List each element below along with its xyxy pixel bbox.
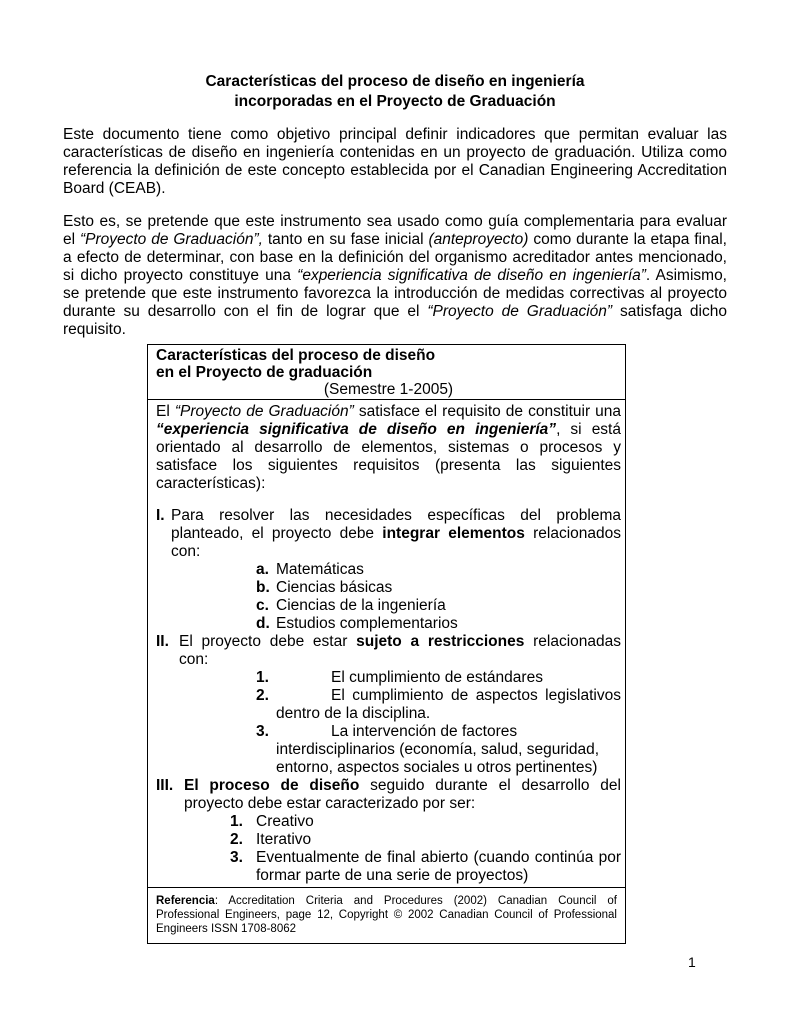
subitem-2-1	[256, 669, 621, 687]
intro-paragraph-1: Este documento tiene como objetivo principal definir indicadores que permitan evaluar las características de diseño en ingeniería contenidas en un proyecto de graduación. Utiliza como referencia la definición de este concepto establecida por el Canadian Engineering Accreditation Board (CEAB).	[63, 126, 727, 197]
criterion-marker: I.	[156, 507, 165, 524]
document-title	[63, 72, 727, 112]
criteria-table-header	[148, 345, 625, 400]
subitem-marker: b.	[256, 579, 270, 596]
subitem-1a	[256, 561, 621, 579]
subitem-marker: 2.	[256, 687, 269, 704]
document-title-line2: incorporadas en el Proyecto de Graduación	[234, 93, 556, 110]
semester-label: (Semestre 1-2005)	[323, 381, 454, 398]
subitem-text: Matemáticas	[276, 561, 364, 578]
subitem-marker: d.	[256, 615, 270, 632]
criterion-item-1	[156, 507, 621, 561]
subitem-text: El cumplimiento de estándares	[331, 669, 543, 686]
subitem-marker: 1.	[230, 813, 243, 830]
subitem-text: Iterativo	[256, 831, 312, 848]
subitem-2-2	[256, 687, 621, 723]
criterion-item-3	[156, 777, 621, 813]
table-title-line1: Características del proceso de diseño	[156, 347, 436, 364]
document-content	[63, 72, 727, 944]
intro-paragraph-2: Esto es, se pretende que este instrumento sea usado como guía complementaria para evaluar el “Proyecto de Graduación”, tanto en su fase inicial (anteproyecto) como durante la etapa final, a efecto de determinar, con base en la definición del organismo acreditador antes mencionado, si dicho proyecto constituye una “experiencia significativa de diseño en ingeniería”. Asimismo, se pretende que este instrumento favorezca la introducción de medidas correctivas al proyecto durante su desarrollo con el fin de lograr que el “Proyecto de Graduación” satisfaga dicho requisito.	[63, 213, 727, 338]
criterion-marker: III.	[156, 777, 174, 794]
subitem-3-3	[230, 849, 621, 885]
subitem-2-3	[256, 723, 621, 777]
criterion-text: El proceso de diseño seguido durante el desarrollo del proyecto debe estar caracterizado por ser:	[184, 777, 621, 812]
subitem-marker: 3.	[230, 849, 243, 866]
subitem-marker: c.	[256, 597, 269, 614]
reference-note: Referencia: Accreditation Criteria and Procedures (2002) Canadian Council of Professional Engineers, page 12, Copyright © 2002 Canadian Council of Professional Engineers ISSN 1708-8062	[156, 895, 617, 935]
criterion-item-2	[156, 633, 621, 669]
criterion-text: El proyecto debe estar sujeto a restricciones relacionadas con:	[179, 633, 622, 668]
subitem-text: Estudios complementarios	[276, 615, 458, 632]
subitem-3-1	[230, 813, 621, 831]
page-number: 1	[688, 954, 696, 970]
subitem-text: Ciencias de la ingeniería	[276, 597, 446, 614]
criterion-text: Para resolver las necesidades específicas del problema planteado, el proyecto debe integrar elementos relacionados con:	[171, 507, 622, 560]
subitem-1c	[256, 597, 621, 615]
subitem-text: Eventualmente de final abierto (cuando continúa por formar parte de una serie de proyectos)	[256, 849, 621, 884]
criteria-table-body	[148, 400, 625, 888]
subitem-marker: 2.	[230, 831, 243, 848]
criteria-table	[147, 344, 626, 944]
subitem-text: Creativo	[256, 813, 314, 830]
document-title-line1: Características del proceso de diseño en ingeniería	[205, 73, 585, 90]
subitem-marker: 1.	[256, 669, 269, 686]
subitem-text: El cumplimiento de aspectos legislativos dentro de la disciplina.	[276, 687, 621, 722]
criterion-marker: II.	[156, 633, 169, 650]
subitem-text: La intervención de factores interdisciplinarios (economía, salud, seguridad, entorno, aspectos sociales u otros pertinentes)	[276, 723, 600, 776]
subitem-marker: 3.	[256, 723, 269, 740]
table-title-line2: en el Proyecto de graduación	[156, 364, 373, 381]
subitem-1d	[256, 615, 621, 633]
subitem-3-2	[230, 831, 621, 849]
subitem-text: Ciencias básicas	[276, 579, 393, 596]
subitem-1b	[256, 579, 621, 597]
subitem-marker: a.	[256, 561, 269, 578]
body-intro-paragraph: El “Proyecto de Graduación” satisface el requisito de constituir una “experiencia significativa de diseño en ingeniería”, si está orientado al desarrollo de elementos, sistemas o procesos y satisface los siguientes requisitos (presenta las siguientes características):	[156, 403, 622, 492]
